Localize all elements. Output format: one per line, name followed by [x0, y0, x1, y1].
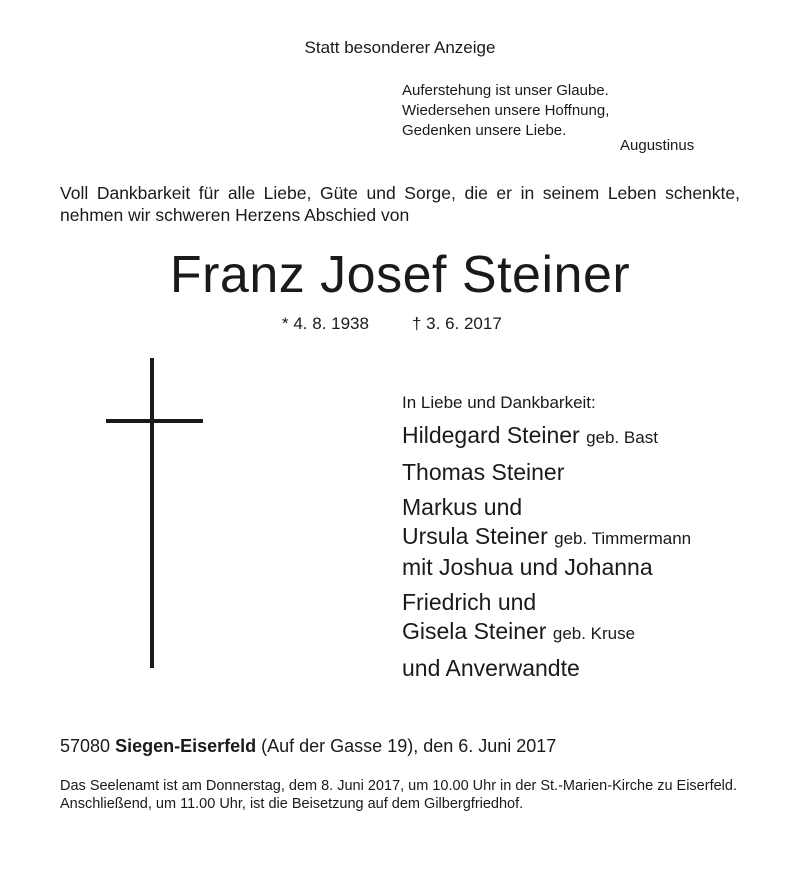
place-date-line	[60, 736, 556, 757]
place-zip: 57080	[60, 736, 111, 756]
service-notice-line: Anschließend, um 11.00 Uhr, ist die Beisetzung auf dem Gilbergfriedhof.	[60, 796, 524, 812]
mourner-line	[402, 421, 691, 452]
quote-author: Augustinus	[620, 137, 695, 154]
deceased-name: Franz Josef Steiner	[169, 246, 631, 304]
mourner-nee: geb. Kruse	[552, 624, 636, 643]
mourner-line	[402, 617, 691, 648]
mourners-list	[402, 392, 691, 683]
birth-date: * 4. 8. 1938	[282, 314, 369, 333]
mourner-name: Gisela Steiner	[402, 618, 547, 644]
service-notice-line: Das Seelenamt ist am Donnerstag, dem 8. Juni 2017, um 10.00 Uhr in der St.-Marien-Kirche zu Eiserfeld.	[60, 778, 737, 794]
mourner-line	[402, 522, 691, 553]
mourner-line: Markus und	[402, 494, 523, 520]
mourner-line: mit Joshua und Johanna	[402, 554, 653, 580]
place-rest: (Auf der Gasse 19), den 6. Juni 2017	[261, 736, 557, 756]
cross-icon-bar	[106, 419, 203, 423]
place-city: Siegen-Eiserfeld	[115, 736, 257, 756]
mourner-line: Friedrich und	[402, 589, 537, 615]
service-notice	[60, 777, 750, 813]
death-date: † 3. 6. 2017	[412, 314, 502, 333]
quote-line: Wiedersehen unsere Hoffnung,	[402, 102, 610, 119]
cross-icon	[150, 358, 154, 668]
quote-line: Auferstehung ist unser Glaube.	[402, 82, 609, 99]
header-text: Statt besonderer Anzeige	[304, 38, 496, 57]
mourners-lead: In Liebe und Dankbarkeit:	[402, 393, 596, 412]
mourner-name: Hildegard Steiner	[402, 422, 580, 448]
mourner-line: und Anverwandte	[402, 655, 580, 681]
mourner-nee: geb. Bast	[586, 428, 658, 447]
quote-block	[402, 81, 609, 141]
intro-text: Voll Dankbarkeit für alle Liebe, Güte und Sorge, die er in seinem Leben schenkte, nehmen wir schweren Herzens Abschied von	[60, 183, 740, 225]
mourner-nee: geb. Timmermann	[554, 529, 692, 548]
mourner-name: Ursula Steiner	[402, 523, 548, 549]
mourner-line: Thomas Steiner	[402, 459, 565, 485]
quote-line: Gedenken unsere Liebe.	[402, 122, 567, 139]
